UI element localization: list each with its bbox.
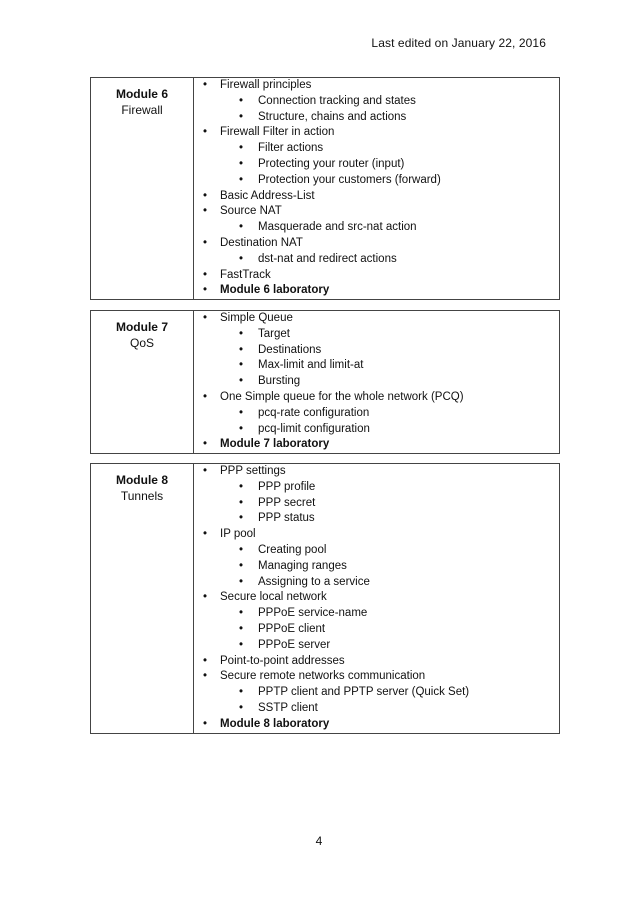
bullet-icon: •: [239, 496, 244, 509]
bullet-icon: •: [239, 638, 244, 651]
topic-text: SSTP client: [258, 701, 318, 714]
bullet-icon: •: [239, 110, 244, 123]
topic-item: [194, 268, 559, 284]
module-name: Firewall: [121, 103, 163, 117]
bullet-icon: •: [239, 512, 244, 525]
topic-item: [194, 125, 559, 141]
bullet-icon: •: [239, 343, 244, 356]
topic-text: Protection your customers (forward): [258, 173, 441, 186]
bullet-icon: •: [239, 480, 244, 493]
bullet-icon: •: [239, 575, 244, 588]
topic-text: PPP secret: [258, 496, 316, 509]
topic-text: Assigning to a service: [258, 575, 370, 588]
module-6-table: [90, 77, 560, 300]
bullet-icon: •: [239, 252, 244, 265]
topic-text: PPP profile: [258, 480, 316, 493]
module-number: Module 7: [115, 320, 168, 334]
subtopic-item: [194, 327, 559, 343]
topic-item: [194, 527, 559, 543]
topic-text: FastTrack: [220, 268, 271, 281]
subtopic-item: [194, 638, 559, 654]
subtopic-item: [194, 406, 559, 422]
bullet-icon: •: [203, 528, 208, 541]
topic-text: PPTP client and PPTP server (Quick Set): [258, 686, 470, 699]
topic-item: [194, 654, 559, 670]
subtopic-item: [194, 94, 559, 110]
topic-item: [194, 189, 559, 205]
topic-text: Firewall Filter in action: [220, 126, 335, 139]
topic-text: PPPoE service-name: [258, 607, 368, 620]
topic-text: Basic Address-List: [220, 189, 315, 202]
topic-text: pcq-rate configuration: [258, 406, 370, 419]
module-name: Tunnels: [120, 489, 164, 503]
bullet-icon: •: [239, 142, 244, 155]
module-8-table: [90, 463, 560, 734]
subtopic-item: [194, 511, 559, 527]
topic-text: Structure, chains and actions: [258, 110, 407, 123]
topic-text: Max-limit and limit-at: [258, 359, 364, 372]
topic-text: Filter actions: [258, 142, 324, 155]
bullet-icon: •: [203, 717, 208, 730]
topic-text: Destinations: [258, 343, 322, 356]
subtopic-item: [194, 622, 559, 638]
subtopic-item: [194, 606, 559, 622]
bullet-icon: •: [239, 173, 244, 186]
bullet-icon: •: [239, 327, 244, 340]
topic-text: Managing ranges: [258, 559, 347, 572]
bullet-icon: •: [239, 422, 244, 435]
bullet-icon: •: [203, 390, 208, 403]
subtopic-item: [194, 575, 559, 591]
module-label-cell: [91, 311, 194, 453]
module-number: Module 6: [115, 87, 168, 101]
topic-text: Connection tracking and states: [258, 94, 416, 107]
topic-text: Simple Queue: [220, 312, 293, 324]
bullet-icon: •: [239, 701, 244, 714]
subtopic-item: [194, 220, 559, 236]
bullet-icon: •: [239, 94, 244, 107]
subtopic-item: [194, 157, 559, 173]
bullet-icon: •: [203, 438, 208, 451]
topic-text: Firewall principles: [220, 79, 312, 91]
topic-text: pcq-limit configuration: [258, 422, 370, 435]
bullet-icon: •: [239, 686, 244, 699]
topic-text: Module 6 laboratory: [220, 284, 330, 297]
subtopic-item: [194, 701, 559, 717]
module-name: QoS: [129, 336, 154, 350]
subtopic-item: [194, 110, 559, 126]
bullet-icon: •: [239, 157, 244, 170]
topic-item: [194, 390, 559, 406]
bullet-icon: •: [239, 221, 244, 234]
bullet-icon: •: [239, 622, 244, 635]
bullet-icon: •: [203, 312, 208, 324]
bullet-icon: •: [239, 375, 244, 388]
page-number: 4: [315, 834, 323, 848]
module-topic-list: [194, 464, 559, 733]
topic-text: Secure local network: [220, 591, 327, 604]
subtopic-item: [194, 480, 559, 496]
bullet-icon: •: [239, 543, 244, 556]
topic-text: Creating pool: [258, 543, 327, 556]
bullet-icon: •: [203, 284, 208, 297]
subtopic-item: [194, 496, 559, 512]
module-number: Module 8: [115, 473, 168, 487]
topic-text: IP pool: [220, 528, 256, 541]
subtopic-item: [194, 422, 559, 438]
topic-item: [194, 437, 559, 453]
bullet-icon: •: [239, 559, 244, 572]
topic-item: [194, 283, 559, 299]
topic-text: Point-to-point addresses: [220, 654, 345, 667]
topic-text: PPPoE server: [258, 638, 331, 651]
topic-text: PPP settings: [220, 465, 286, 477]
bullet-icon: •: [203, 189, 208, 202]
module-7-table: [90, 310, 560, 454]
subtopic-item: [194, 543, 559, 559]
topic-item: [194, 669, 559, 685]
last-edited-header: Last edited on January 22, 2016: [371, 36, 546, 50]
bullet-icon: •: [203, 670, 208, 683]
topic-text: Module 8 laboratory: [220, 717, 330, 730]
topic-item: [194, 78, 559, 94]
topic-item: [194, 464, 559, 480]
subtopic-item: [194, 685, 559, 701]
topic-text: PPP status: [258, 512, 315, 525]
module-label-cell: [91, 78, 194, 299]
bullet-icon: •: [203, 591, 208, 604]
topic-item: [194, 311, 559, 327]
topic-item: [194, 204, 559, 220]
module-topic-list: [194, 78, 559, 299]
subtopic-item: [194, 358, 559, 374]
bullet-icon: •: [203, 654, 208, 667]
subtopic-item: [194, 374, 559, 390]
topic-item: [194, 236, 559, 252]
bullet-icon: •: [239, 359, 244, 372]
subtopic-item: [194, 343, 559, 359]
topic-text: Module 7 laboratory: [220, 438, 330, 451]
topic-text: Protecting your router (input): [258, 157, 405, 170]
topic-text: Secure remote networks communication: [220, 670, 426, 683]
bullet-icon: •: [239, 406, 244, 419]
module-topic-list: [194, 311, 559, 453]
topic-text: One Simple queue for the whole network (PCQ): [220, 390, 464, 403]
bullet-icon: •: [203, 465, 208, 477]
topic-text: Masquerade and src-nat action: [258, 221, 417, 234]
topic-text: Target: [258, 327, 290, 340]
bullet-icon: •: [239, 607, 244, 620]
bullet-icon: •: [203, 205, 208, 218]
topic-item: [194, 590, 559, 606]
topic-text: Source NAT: [220, 205, 282, 218]
topic-text: PPPoE client: [258, 622, 326, 635]
bullet-icon: •: [203, 79, 208, 91]
module-label-cell: [91, 464, 194, 733]
bullet-icon: •: [203, 268, 208, 281]
topic-item: [194, 717, 559, 733]
subtopic-item: [194, 559, 559, 575]
subtopic-item: [194, 252, 559, 268]
subtopic-item: [194, 173, 559, 189]
bullet-icon: •: [203, 236, 208, 249]
topic-text: Destination NAT: [220, 236, 303, 249]
bullet-icon: •: [203, 126, 208, 139]
topic-text: Bursting: [258, 375, 301, 388]
topic-text: dst-nat and redirect actions: [258, 252, 397, 265]
subtopic-item: [194, 141, 559, 157]
